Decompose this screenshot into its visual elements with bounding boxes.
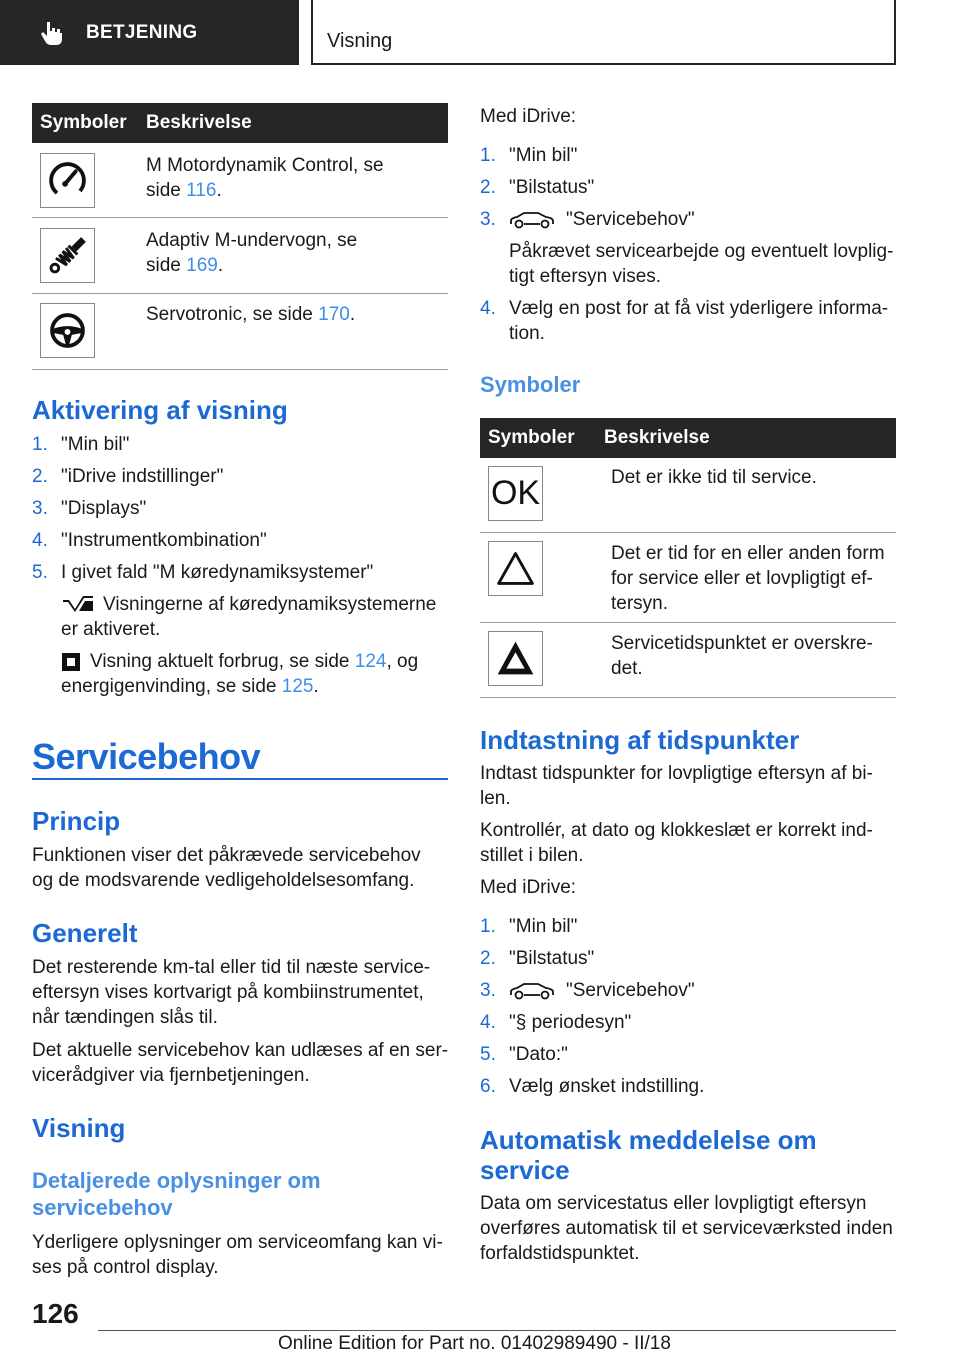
heading-details: servicebehov [32,1195,173,1220]
driving-symbols-table [32,103,448,370]
page-link[interactable]: 170 [318,304,350,325]
subsection-header [311,0,896,65]
page-link[interactable]: 169 [186,255,218,276]
heading-general: Generelt [32,918,138,948]
chapter-title: Servicebehov [32,736,261,777]
heading-dates: Indtastning af tidspunkter [480,725,800,755]
page-link[interactable]: 124 [354,651,387,672]
heading-auto: Automatisk meddelelse om [480,1125,817,1155]
footer-rule [98,1330,896,1331]
gauge-icon [40,153,95,208]
row-text: Adaptiv M-undervogn, se [146,230,358,251]
ok-icon: OK [488,466,543,521]
steering-wheel-icon [40,303,95,358]
page-number: 126 [32,1298,79,1329]
heading-details: Detaljerede oplysninger om [32,1168,321,1193]
section-title: BETJENING [86,21,198,43]
table-row: Det er tid for en eller anden form for service eller et lovpligtigt ef- tersyn. [480,533,896,623]
edition-text: Online Edition for Part no. 01402989490 - II/18 [278,1333,671,1354]
heading-display: Visning [32,1113,126,1143]
note-text: Visning aktuelt forbrug, se side [90,651,355,672]
warning-triangle-filled-icon [488,631,543,686]
car-icon [509,982,555,1000]
heading-symbols: Symboler [480,372,581,397]
page-link[interactable]: 116 [186,180,217,201]
table-row: M Motordynamik Control, se side 116. [32,143,448,218]
heading-activation: Aktivering af visning [32,395,288,425]
table-header: Symboler Beskrivelse [480,418,896,458]
hand-pointer-icon [38,19,66,47]
shock-absorber-icon [40,228,95,283]
table-row: OK Det er ikke tid til service. [480,458,896,533]
col-description: Beskrivelse [146,112,252,133]
page-link[interactable]: 125 [281,676,314,697]
table-header [32,103,448,143]
square-display-icon [61,652,81,672]
heading-principle: Princip [32,806,121,836]
table-row: Servotronic, se side 170. [32,294,448,370]
note-text: Visningerne af køredynamiksystemerne [103,594,437,615]
table-row: Servicetidspunktet er overskre- det. [480,623,896,698]
row-text: Servotronic, se side [146,304,319,325]
title-rule [32,778,448,780]
row-text: M Motordynamik Control, se [146,155,384,176]
car-icon [509,211,555,229]
heading-auto: service [480,1155,570,1185]
section-header [0,0,299,65]
table-row: Adaptiv M-undervogn, se side 169. [32,218,448,294]
col-symbols: Symboler [40,112,127,133]
checkmark-display-icon [61,593,95,613]
service-symbols-table [480,418,896,698]
subsection-title: Visning [327,30,393,52]
warning-triangle-icon [488,541,543,596]
note-text: er aktiveret. [61,619,161,640]
